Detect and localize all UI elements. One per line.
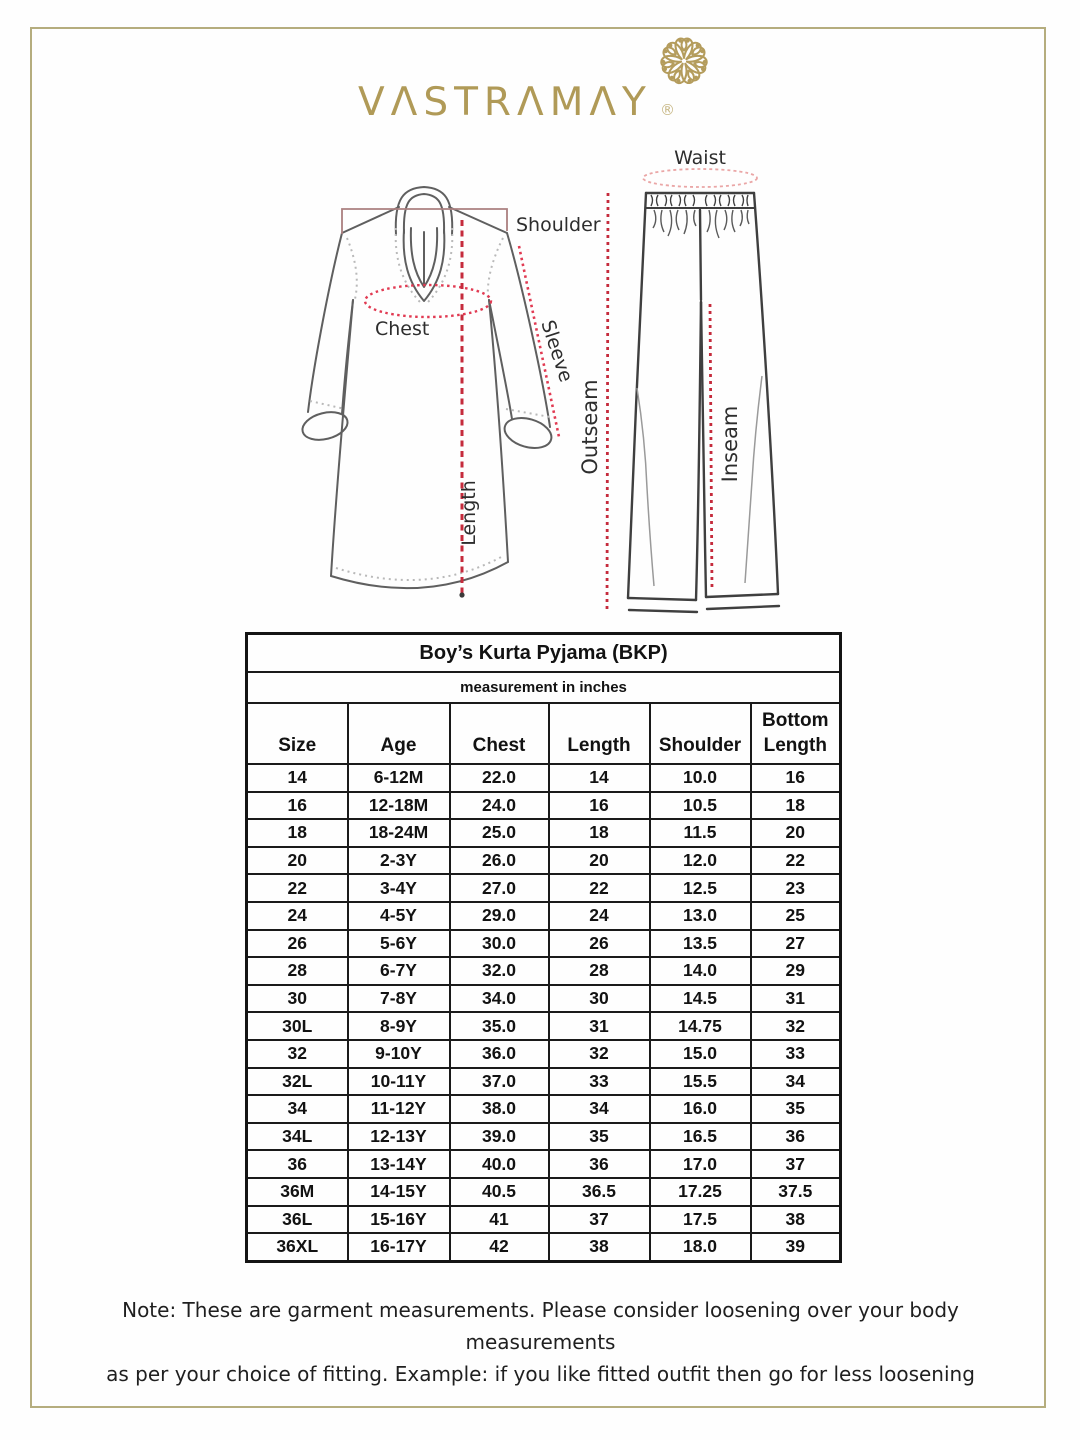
cell-size: 30L (247, 1012, 348, 1040)
measurement-diagram (270, 135, 910, 635)
cell-age: 3-4Y (348, 874, 450, 902)
table-row (247, 819, 841, 847)
cell-bottom-length: 34 (751, 1068, 841, 1096)
cell-chest: 42 (450, 1233, 549, 1261)
cell-size: 16 (247, 792, 348, 820)
cell-length: 22 (549, 874, 650, 902)
cell-chest: 39.0 (450, 1123, 549, 1151)
cell-chest: 36.0 (450, 1040, 549, 1068)
cell-size: 36 (247, 1150, 348, 1178)
cell-size: 26 (247, 930, 348, 958)
cell-bottom-length: 31 (751, 985, 841, 1013)
cell-size: 30 (247, 985, 348, 1013)
table-row (247, 930, 841, 958)
cell-size: 32L (247, 1068, 348, 1096)
mandala-flower-icon (655, 32, 713, 90)
cell-length: 33 (549, 1068, 650, 1096)
waistband-gathers (651, 195, 748, 206)
cell-length: 28 (549, 957, 650, 985)
label-chest: Chest (375, 318, 430, 340)
column-header-age: Age (348, 703, 450, 764)
cell-chest: 40.0 (450, 1150, 549, 1178)
cell-shoulder: 17.5 (650, 1206, 751, 1234)
cell-size: 36L (247, 1206, 348, 1234)
cell-size: 32 (247, 1040, 348, 1068)
cell-bottom-length: 20 (751, 819, 841, 847)
cell-chest: 41 (450, 1206, 549, 1234)
column-header-chest: Chest (450, 703, 549, 764)
cell-length: 20 (549, 847, 650, 875)
cell-length: 34 (549, 1095, 650, 1123)
cell-shoulder: 13.0 (650, 902, 751, 930)
cell-shoulder: 14.75 (650, 1012, 751, 1040)
cell-shoulder: 18.0 (650, 1233, 751, 1261)
column-header-size: Size (247, 703, 348, 764)
column-header-row (247, 703, 841, 764)
table-row (247, 1040, 841, 1068)
cell-age: 8-9Y (348, 1012, 450, 1040)
cell-length: 24 (549, 902, 650, 930)
cell-age: 18-24M (348, 819, 450, 847)
cell-bottom-length: 38 (751, 1206, 841, 1234)
cell-chest: 32.0 (450, 957, 549, 985)
cell-bottom-length: 18 (751, 792, 841, 820)
cell-age: 7-8Y (348, 985, 450, 1013)
column-header-length: Length (549, 703, 650, 764)
cell-age: 6-7Y (348, 957, 450, 985)
label-inseam: Inseam (718, 405, 742, 483)
cell-chest: 29.0 (450, 902, 549, 930)
brand-name: VΛSTRΛMΛY (358, 80, 652, 125)
table-row (247, 792, 841, 820)
cell-age: 16-17Y (348, 1233, 450, 1261)
cell-bottom-length: 37 (751, 1150, 841, 1178)
cell-shoulder: 16.0 (650, 1095, 751, 1123)
cell-shoulder: 15.5 (650, 1068, 751, 1096)
table-row (247, 764, 841, 792)
kurta-seam-dots (310, 228, 550, 580)
cell-size: 24 (247, 902, 348, 930)
cell-age: 9-10Y (348, 1040, 450, 1068)
cell-bottom-length: 27 (751, 930, 841, 958)
outseam-measure-line (607, 193, 608, 610)
cell-length: 38 (549, 1233, 650, 1261)
cell-bottom-length: 35 (751, 1095, 841, 1123)
cell-shoulder: 17.0 (650, 1150, 751, 1178)
cell-bottom-length: 23 (751, 874, 841, 902)
cell-shoulder: 14.5 (650, 985, 751, 1013)
label-outseam: Outseam (578, 379, 602, 475)
cell-size: 36M (247, 1178, 348, 1206)
column-header-shoulder: Shoulder (650, 703, 751, 764)
length-line-end-dot (459, 592, 464, 597)
cell-chest: 25.0 (450, 819, 549, 847)
cell-length: 14 (549, 764, 650, 792)
cell-shoulder: 15.0 (650, 1040, 751, 1068)
cell-length: 36.5 (549, 1178, 650, 1206)
registered-trademark: ® (660, 101, 675, 119)
table-row (247, 1150, 841, 1178)
cell-shoulder: 14.0 (650, 957, 751, 985)
cell-chest: 24.0 (450, 792, 549, 820)
cell-length: 30 (549, 985, 650, 1013)
size-chart-table (245, 632, 842, 1263)
label-waist: Waist (674, 147, 726, 169)
cell-shoulder: 10.0 (650, 764, 751, 792)
cell-chest: 22.0 (450, 764, 549, 792)
table-row (247, 1068, 841, 1096)
cell-shoulder: 13.5 (650, 930, 751, 958)
cell-age: 4-5Y (348, 902, 450, 930)
table-title-row (247, 634, 841, 673)
cell-bottom-length: 33 (751, 1040, 841, 1068)
cell-shoulder: 17.25 (650, 1178, 751, 1206)
table-row (247, 957, 841, 985)
cell-length: 16 (549, 792, 650, 820)
cell-age: 6-12M (348, 764, 450, 792)
label-shoulder: Shoulder (516, 214, 601, 236)
garment-note (48, 1294, 1033, 1390)
cell-chest: 40.5 (450, 1178, 549, 1206)
column-header-bottom-length: Bottom Length (751, 703, 841, 764)
cell-bottom-length: 16 (751, 764, 841, 792)
cell-size: 34 (247, 1095, 348, 1123)
cell-length: 36 (549, 1150, 650, 1178)
cell-age: 10-11Y (348, 1068, 450, 1096)
cell-size: 18 (247, 819, 348, 847)
cell-chest: 26.0 (450, 847, 549, 875)
cell-age: 2-3Y (348, 847, 450, 875)
cell-size: 14 (247, 764, 348, 792)
cell-bottom-length: 22 (751, 847, 841, 875)
table-row (247, 902, 841, 930)
cell-age: 11-12Y (348, 1095, 450, 1123)
note-line-1: Note: These are garment measurements. Please consider loosening over your body measurements (122, 1298, 959, 1354)
label-length: Length (458, 480, 480, 546)
cell-age: 13-14Y (348, 1150, 450, 1178)
table-row (247, 1123, 841, 1151)
table-row (247, 847, 841, 875)
cell-length: 18 (549, 819, 650, 847)
cell-chest: 35.0 (450, 1012, 549, 1040)
note-line-2: as per your choice of fitting. Example: if you like fitted outfit then go for less loosening (106, 1362, 975, 1386)
table-row (247, 1012, 841, 1040)
inseam-measure-line (710, 304, 712, 590)
cell-chest: 38.0 (450, 1095, 549, 1123)
table-row (247, 874, 841, 902)
cell-shoulder: 12.5 (650, 874, 751, 902)
cell-size: 28 (247, 957, 348, 985)
cell-bottom-length: 32 (751, 1012, 841, 1040)
table-subtitle: measurement in inches (247, 672, 841, 703)
cell-age: 12-13Y (348, 1123, 450, 1151)
cell-bottom-length: 37.5 (751, 1178, 841, 1206)
table-row (247, 985, 841, 1013)
cell-length: 32 (549, 1040, 650, 1068)
table-row (247, 1178, 841, 1206)
table-row (247, 1206, 841, 1234)
table-row (247, 1095, 841, 1123)
cell-shoulder: 16.5 (650, 1123, 751, 1151)
cell-length: 37 (549, 1206, 650, 1234)
cell-bottom-length: 39 (751, 1233, 841, 1261)
label-sleeve: Sleeve (536, 317, 578, 385)
cell-size: 20 (247, 847, 348, 875)
cell-chest: 34.0 (450, 985, 549, 1013)
cell-shoulder: 12.0 (650, 847, 751, 875)
cell-size: 36XL (247, 1233, 348, 1261)
cell-age: 15-16Y (348, 1206, 450, 1234)
cell-length: 35 (549, 1123, 650, 1151)
waist-measure-ellipse (643, 169, 757, 187)
cell-chest: 37.0 (450, 1068, 549, 1096)
table-title: Boy’s Kurta Pyjama (BKP) (247, 634, 841, 673)
cell-age: 14-15Y (348, 1178, 450, 1206)
cell-shoulder: 11.5 (650, 819, 751, 847)
cell-bottom-length: 36 (751, 1123, 841, 1151)
cell-size: 34L (247, 1123, 348, 1151)
cell-age: 12-18M (348, 792, 450, 820)
cell-shoulder: 10.5 (650, 792, 751, 820)
cell-length: 31 (549, 1012, 650, 1040)
cell-age: 5-6Y (348, 930, 450, 958)
cell-chest: 30.0 (450, 930, 549, 958)
table-row (247, 1233, 841, 1261)
kurta-outline (300, 187, 555, 588)
table-subtitle-row (247, 672, 841, 703)
cell-chest: 27.0 (450, 874, 549, 902)
cell-bottom-length: 29 (751, 957, 841, 985)
cell-size: 22 (247, 874, 348, 902)
cell-bottom-length: 25 (751, 902, 841, 930)
cell-length: 26 (549, 930, 650, 958)
